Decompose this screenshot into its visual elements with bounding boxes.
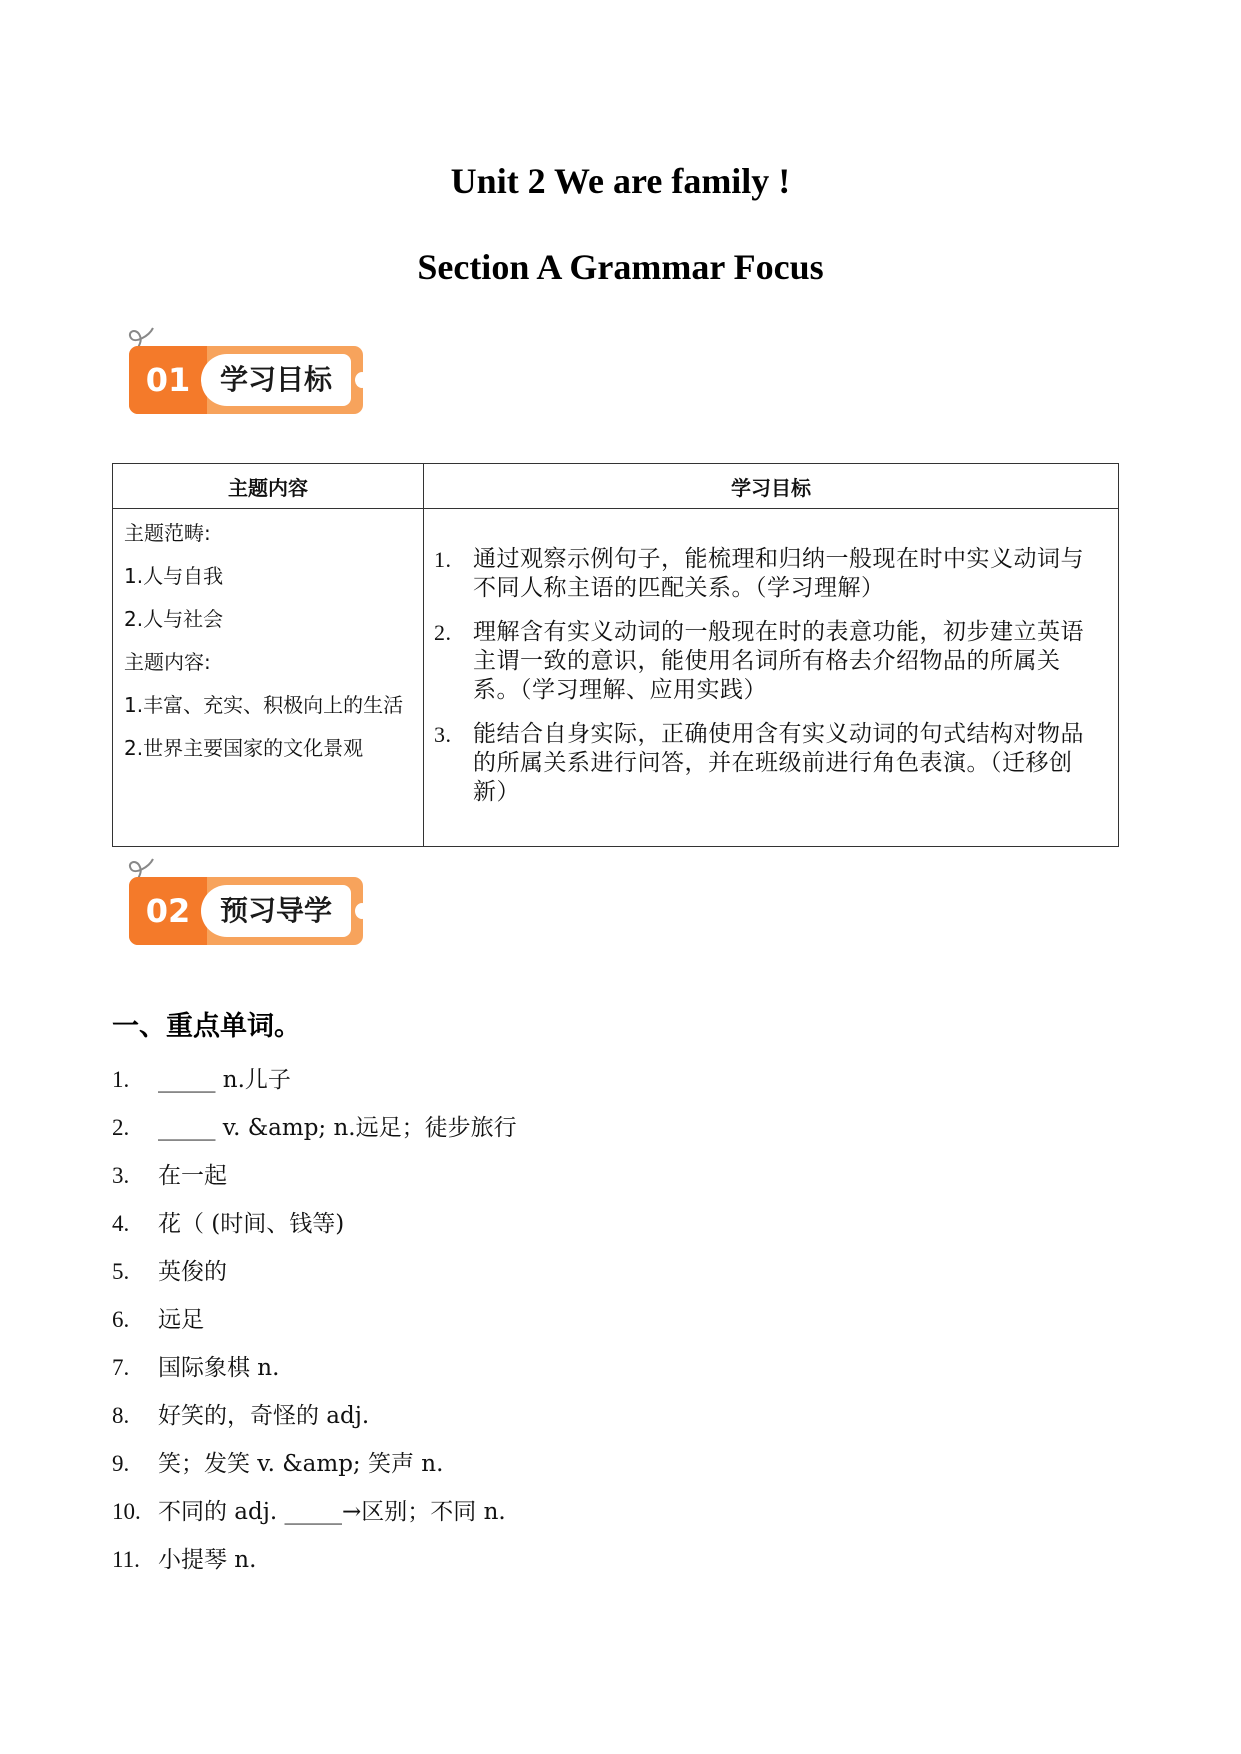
item-text: _____ v. &amp; n.远足；徒步旅行 (158, 1115, 517, 1141)
goal-number: 1. (434, 547, 452, 572)
item-number: 1. (112, 1067, 130, 1092)
topic-line: 主题范畴: (124, 521, 211, 545)
item-number: 11. (112, 1547, 140, 1572)
item-text: 国际象棋 n. (158, 1355, 280, 1381)
item-number: 10. (112, 1499, 141, 1524)
section-badge-objectives (129, 346, 363, 414)
topic-cell (113, 509, 424, 847)
goal-text: 能结合自身实际，正确使用含有实义动词的句式结构对物品的所属关系进行问答，并在班级前进行角色表演。（迁移创新） (473, 721, 1084, 805)
list-item (112, 1352, 517, 1400)
list-item (112, 1112, 517, 1160)
vocab-section-heading: 一、重点单词。 (112, 1011, 301, 1042)
item-text: 远足 (158, 1307, 204, 1333)
item-number: 4. (112, 1211, 130, 1236)
list-item (112, 1160, 517, 1208)
table-header-row (113, 464, 1119, 509)
badge-label: 学习目标 (201, 354, 351, 406)
item-number: 5. (112, 1259, 130, 1284)
table-header-topic: 主题内容 (113, 464, 424, 509)
list-item (112, 1448, 517, 1496)
objectives-table (112, 463, 1119, 847)
goal-number: 2. (434, 620, 452, 645)
item-number: 7. (112, 1355, 130, 1380)
item-number: 3. (112, 1163, 130, 1188)
item-text: 花（ (时间、钱等) (158, 1211, 345, 1237)
goal-text: 通过观察示例句子，能梳理和归纳一般现在时中实义动词与不同人称主语的匹配关系。（学习理解） (473, 546, 1084, 601)
goal-item (434, 545, 1106, 603)
item-text: 笑；发笑 v. &amp; 笑声 n. (158, 1451, 444, 1477)
item-number: 6. (112, 1307, 130, 1332)
badge-number: 01 (129, 346, 207, 414)
goal-item (434, 618, 1106, 705)
item-text: 英俊的 (158, 1259, 227, 1285)
list-item (112, 1544, 517, 1592)
section-badge-preview (129, 877, 363, 945)
vocab-list (112, 1064, 517, 1592)
list-item (112, 1496, 517, 1544)
item-text: 不同的 adj. _____→区别；不同 n. (158, 1499, 506, 1525)
item-number: 2. (112, 1115, 130, 1140)
list-item (112, 1256, 517, 1304)
item-text: _____ n.儿子 (158, 1067, 291, 1093)
table-header-goals: 学习目标 (424, 464, 1119, 509)
item-number: 9. (112, 1451, 130, 1476)
unit-title: Unit 2 We are family ! (450, 161, 791, 201)
list-item (112, 1400, 517, 1448)
goal-number: 3. (434, 722, 452, 747)
list-item (112, 1208, 517, 1256)
topic-line: 1.丰富、充实、积极向上的生活 (124, 693, 404, 717)
list-item (112, 1304, 517, 1352)
topic-line: 主题内容: (124, 650, 211, 674)
table-row (113, 509, 1119, 847)
goal-item (434, 720, 1106, 807)
topic-line: 2.世界主要国家的文化景观 (124, 736, 364, 760)
badge-label: 预习导学 (201, 885, 351, 937)
list-item (112, 1064, 517, 1112)
goal-text: 理解含有实义动词的一般现在时的表意功能，初步建立英语主谓一致的意识，能使用名词所有格去介绍物品的所属关系。（学习理解、应用实践） (473, 619, 1084, 703)
item-text: 好笑的，奇怪的 adj. (158, 1403, 370, 1429)
item-text: 小提琴 n. (158, 1547, 257, 1573)
section-title: Section A Grammar Focus (417, 247, 824, 287)
badge-number: 02 (129, 877, 207, 945)
item-text: 在一起 (158, 1163, 227, 1189)
topic-line: 1.人与自我 (124, 564, 224, 588)
topic-line: 2.人与社会 (124, 607, 224, 631)
item-number: 8. (112, 1403, 130, 1428)
goals-cell (424, 509, 1119, 847)
